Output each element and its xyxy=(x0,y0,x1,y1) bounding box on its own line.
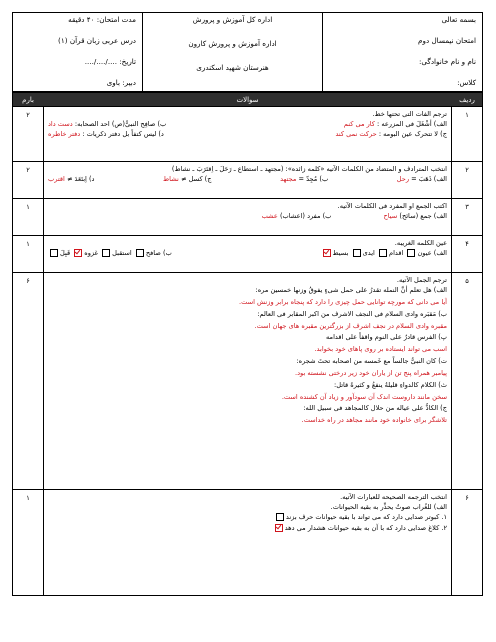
translation-answer: مقبره وادی السلام در نجف اشرف از بزرگترین مقبره های جهان است. xyxy=(254,321,447,330)
questions-table xyxy=(12,92,483,596)
checkbox[interactable] xyxy=(379,249,387,257)
row-score: ۲ xyxy=(26,111,30,119)
options-b xyxy=(48,248,172,258)
header-middle xyxy=(142,13,322,91)
answer-c: نشاط xyxy=(163,175,179,184)
row-number: ۴ xyxy=(451,236,482,272)
answer-d: دفتر خاطره xyxy=(48,130,81,139)
answer-a: رحل xyxy=(396,175,410,184)
question-title: عین الکلمه الغریبه. xyxy=(394,239,447,247)
options-a-label: الف) xyxy=(431,249,447,258)
translation-lines xyxy=(48,285,447,425)
question-title: اکتب الجمع او المفرد فی الکلمات الآتیه. xyxy=(337,202,447,210)
item-d: د) لیس کتفاً بل دفتر ذکریات : xyxy=(80,130,164,139)
option: صافح xyxy=(145,249,161,258)
row-score: ۱ xyxy=(26,203,30,211)
checkbox[interactable] xyxy=(136,249,144,257)
answer-c: حرکت نمی کند xyxy=(335,130,377,139)
answer-a: کار می کنم xyxy=(343,120,375,129)
item-d: د) اِبتَعَدَ ≠ xyxy=(64,175,95,184)
header-exam-type: امتحان نیمسال دوم xyxy=(418,36,476,46)
col-num: ردیف xyxy=(459,95,475,104)
item-a: الف) أَشْغَلَ فی المزرعه : xyxy=(374,120,447,129)
header-bismillah: بسمه تعالی xyxy=(441,15,476,24)
item-b: ب) صافِح النبیُّ(ص) احد الصحابه: xyxy=(72,120,167,129)
question-row-1 xyxy=(13,106,482,161)
option: بسیط xyxy=(332,249,349,258)
header-student-name: نام و نام خانوادگی: xyxy=(419,57,476,67)
row-score: ۲ xyxy=(26,166,30,174)
checkbox[interactable] xyxy=(353,249,361,257)
question-body xyxy=(43,107,451,161)
arabic-sentence: ب) مَقبَره وادی السلام فی النجف الاشرف من اکبر المقابر فی العالم: xyxy=(257,309,447,318)
arabic-sentence: ت) کان النبیُّ جالساً مع خَمسه من اصحابه تحتَ شجره: xyxy=(296,357,447,366)
translation-answer: سخن مانند داروست اندک آن سودآور و زیاد آن کشنده است. xyxy=(281,392,447,401)
row-number: ۲ xyxy=(451,162,482,198)
options-b-label: ب) xyxy=(160,249,172,258)
option-1: ۱. کبوتر صدایی دارد که می تواند با بقیه حیوانات حرف بزند xyxy=(285,513,447,522)
options-a xyxy=(321,248,448,258)
item-c: ج) کسل ≠ xyxy=(178,175,212,184)
item-b: ب) مفرد (اعشاب) xyxy=(277,212,332,221)
item-b: ب) مُجِدّ = xyxy=(296,175,329,184)
header-subject: درس عربی زبان قرآن (۱) xyxy=(58,36,136,46)
row-number: ۵ xyxy=(451,273,482,489)
question-title: انتخب المترادف و المتضاد من الکلمات الآتیه «کلمه زائده»: (مجتهد ـ استطاع ـ رَحَلَ ـ اِقتَرَبَ ـ نشاط) xyxy=(171,165,447,173)
exam-header xyxy=(12,12,483,92)
translation-answer: پیامبر همراه پنج تن از یاران خود زیر درختی نشسته بود. xyxy=(295,368,447,377)
header-date: تاریخ: ..../..../.... xyxy=(84,57,136,67)
answer-b: دست داد xyxy=(48,120,73,129)
header-teacher: دبیر: باوی xyxy=(106,78,136,88)
item-a: الف) جمع (سائح) xyxy=(397,212,447,221)
answer-b: عشب xyxy=(261,212,278,221)
answer-b: مجتهد xyxy=(280,175,297,184)
header-dept: اداره آموزش و پرورش کارون xyxy=(188,39,277,48)
question-row-4 xyxy=(13,235,482,272)
row-number: ۳ xyxy=(451,199,482,235)
header-duration: مدت امتحان: ۴۰ دقیقه xyxy=(68,15,136,24)
checkbox-checked[interactable] xyxy=(275,524,283,532)
question-body xyxy=(43,236,451,272)
checkbox[interactable] xyxy=(50,249,58,257)
option: عیون xyxy=(417,249,432,258)
translation-answer: آیا می دانی که مورچه توانایی حمل چیزی را دارد که پنجاه برابر وزنش است. xyxy=(239,298,447,307)
table-header xyxy=(13,93,482,106)
question-body xyxy=(43,490,451,595)
answer-d: اقترب xyxy=(48,175,65,184)
question-row-2 xyxy=(13,161,482,198)
option: غزوه xyxy=(84,249,98,258)
option-2: ۲. کلاغ صدایی دارد که با آن به بقیه حیوانات هشدار می دهد xyxy=(284,523,447,532)
arabic-sentence: ج) الکادُّ علی عیاله من حلال کالمجاهد فی سبیل الله: xyxy=(303,404,447,413)
question-row-6 xyxy=(13,489,482,595)
question-body xyxy=(43,162,451,198)
arabic-sentence: الف) هل تعلم أنَّ النمله تقدرُ علی حمل شیءٍ یفوقُ وزنها خمسین مره: xyxy=(255,286,447,295)
item-a: الف) ذَهَبَ = xyxy=(409,175,447,184)
row-score: ۱ xyxy=(26,494,30,502)
arabic-sentence: ث) الکلام کالدواءِ قلیلهُ ینفعُ و کثیرهُ قاتل: xyxy=(333,380,447,389)
header-school: هنرستان شهید اسکندری xyxy=(196,63,269,72)
translation-answer: اسب می تواند ایستاده بر روی پاهای خود بخوابد. xyxy=(314,345,447,354)
answer-a: سیاح xyxy=(383,212,398,221)
item-c: ج) لا تتحرک عین البومه : xyxy=(376,130,447,139)
row-number: ۶ xyxy=(451,490,482,595)
header-org: اداره کل آموزش و پرورش xyxy=(192,15,273,24)
header-left xyxy=(13,13,142,91)
option: اقدام xyxy=(388,249,404,258)
checkbox[interactable] xyxy=(102,249,110,257)
checkbox[interactable] xyxy=(407,249,415,257)
row-number: ۱ xyxy=(451,107,482,161)
question-title: ترجم الجمل الآتیه. xyxy=(396,276,447,284)
checkbox-checked[interactable] xyxy=(74,249,82,257)
item-a: الف) للغُراب صوتٌ یحذِّر به بقیه الحیوانات. xyxy=(330,503,447,512)
arabic-sentence: پ) الفرس قادرٌ علی النوم واقفاً علی اقدامه xyxy=(326,333,447,342)
row-score: ۱ xyxy=(26,240,30,248)
question-title: ترجم الفات التی تحتها خط. xyxy=(372,110,447,118)
col-questions: سوالات xyxy=(236,95,259,104)
col-score: بارم xyxy=(22,95,34,104)
checkbox[interactable] xyxy=(276,513,284,521)
row-score: ۶ xyxy=(26,277,30,285)
option: قَبِلَ xyxy=(60,249,71,258)
question-row-5 xyxy=(13,272,482,489)
translation-answer: تلاشگر برای خانواده خود مانند مجاهد در راه خداست. xyxy=(301,416,447,425)
option: استقبل xyxy=(112,249,132,258)
option: ایدی xyxy=(362,249,375,258)
header-class: کلاس: xyxy=(457,78,476,88)
checkbox-checked[interactable] xyxy=(323,249,331,257)
question-body xyxy=(43,273,451,489)
question-title: انتخب الترجمه الصحیحه للعبارات الآتیه. xyxy=(340,493,447,501)
header-right xyxy=(322,13,482,91)
question-row-3 xyxy=(13,198,482,235)
question-body xyxy=(43,199,451,235)
